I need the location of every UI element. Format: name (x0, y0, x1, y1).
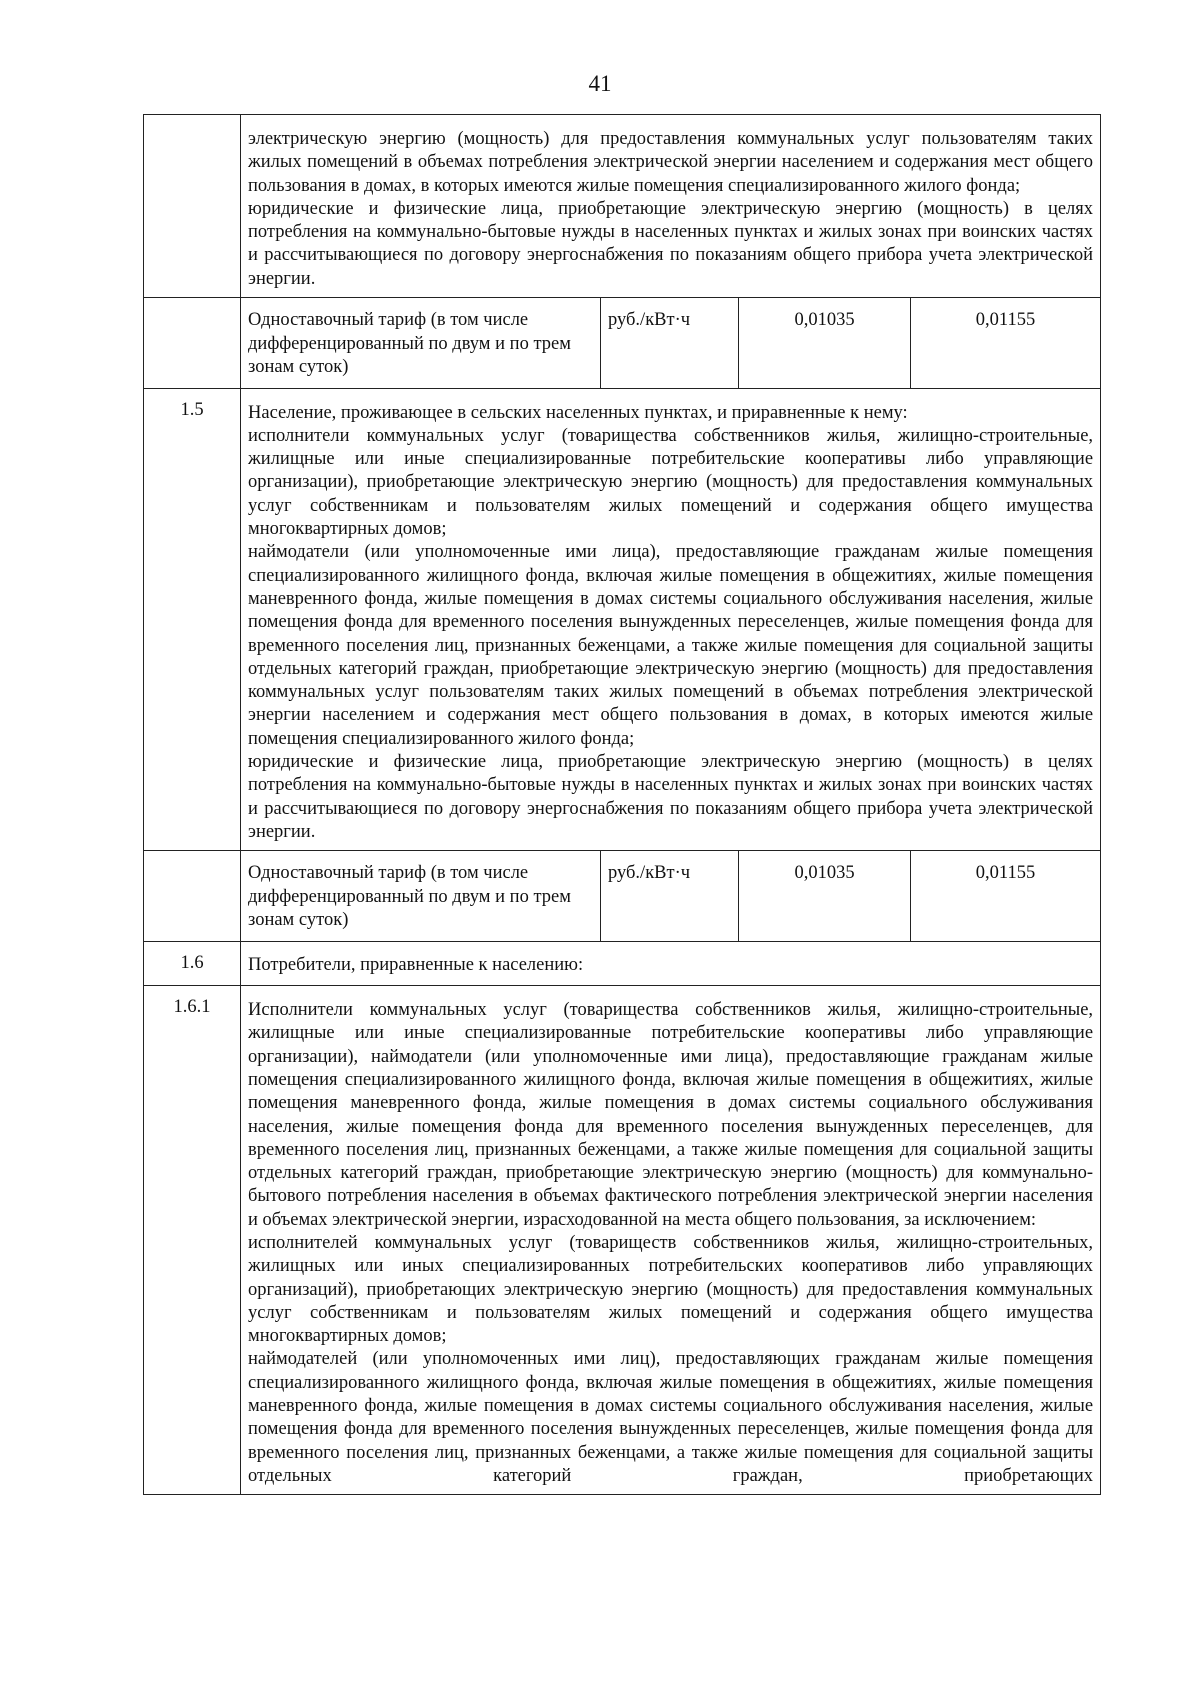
paragraph: Исполнители коммунальных услуг (товарищества собственников жилья, жилищно-строительные, жилищные или иные специализированные потребительские кооперативы либо управляющие организации), наймодатели (или уполномоченные ими лица), предоставляющие гражданам жилые помещения специализированного жилищного фонда, включая жилые помещения в общежитиях, жилые помещения маневренного фонда, жилые помещения в домах системы социального обслуживания населения, жилые помещения фонда для временного поселения вынужденных переселенцев, для временного поселения лиц, признанных беженцами, а также жилые помещения для социальной защиты отдельных категорий граждан, приобретающие электрическую энергию (мощность) для коммунально-бытового потребления населения в объемах фактического потребления электрической энергии населения и объемах электрической энергии, израсходованной на места общего пользования, за исключением: (248, 1000, 1094, 1230)
paragraph: наймодатели (или уполномоченные ими лица), предоставляющие гражданам жилые помещения специализированного жилищного фонда, включая жилые помещения в общежитиях, жилые помещения маневренного фонда, жилые помещения в домах системы социального обслуживания населения, жилые помещения фонда для временного поселения вынужденных переселенцев, жилые помещения фонда для временного поселения лиц, признанных беженцами, а также жилые помещения для социальной защиты отдельных категорий граждан, приобретающие электрическую энергию (мощность) для предоставления коммунальных услуг пользователям таких жилых помещений в объемах потребления электрической энергии населением и содержания мест общего пользования в домах, в которых имеются жилые помещения специализированного жилого фонда; (248, 542, 1094, 749)
paragraph: наймодателей (или уполномоченных ими лиц), предоставляющих гражданам жилые помещения специализированного жилищного фонда, включая жилые помещения в общежитиях, жилые помещения маневренного фонда, жилые помещения в домах системы социального обслуживания населения, жилые помещения фонда для временного поселения вынужденных переселенцев, жилые помещения фонда для временного поселения лиц, признанных беженцами, а также жилые помещения для социальной защиты отдельных категорий граждан, приобретающих (248, 1349, 1094, 1486)
paragraph: юридические и физические лица, приобретающие электрическую энергию (мощность) в целях потребления на коммунально-бытовые нужды в населенных пунктах и жилых зонах при воинских частях и рассчитывающиеся по договору энергоснабжения по показаниям общего прибора учета электрической энергии. (248, 752, 1094, 842)
paragraph: Население, проживающее в сельских населенных пунктах, и приравненные к нему: (248, 402, 908, 423)
row-number: 1.6 (144, 941, 241, 985)
tariff-row (144, 298, 1101, 389)
row-description (241, 115, 1101, 298)
tariff-name: Одноставочный тариф (в том числе дифференцированный по двум и по трем зонам суток) (241, 851, 601, 942)
table-row-1-5 (144, 388, 1101, 851)
tariff-name: Одноставочный тариф (в том числе дифференцированный по двум и по трем зонам суток) (241, 298, 601, 389)
row-description: Потребители, приравненные к населению: (241, 941, 1101, 985)
table-row-1-6-1 (144, 986, 1101, 1495)
paragraph: электрическую энергию (мощность) для предоставления коммунальных услуг пользователям таких жилых помещений в объемах потребления электрической энергии населением и содержания мест общего пользования в домах, в которых имеются жилые помещения специализированного жилого фонда; (248, 129, 1094, 196)
row-number-cell (144, 298, 241, 389)
tariff-unit: руб./кВт·ч (601, 851, 739, 942)
tariff-value-2: 0,01155 (911, 851, 1101, 942)
row-description (241, 388, 1101, 851)
table-row-1-6 (144, 941, 1101, 985)
row-number-cell (144, 851, 241, 942)
tariff-value-1: 0,01035 (739, 298, 911, 389)
page-number: 41 (588, 71, 612, 96)
tariff-table (143, 114, 1101, 1495)
row-description (241, 986, 1101, 1495)
table-row-continuation (144, 115, 1101, 298)
paragraph: исполнители коммунальных услуг (товарищества собственников жилья, жилищно-строительные, жилищные или иные специализированные потребительские кооперативы либо управляющие организации), приобретающие электрическую энергию (мощность) для предоставления коммунальных услуг собственникам и пользователям жилых помещений и содержания общего имущества многоквартирных домов; (248, 425, 1094, 540)
row-number: 1.6.1 (144, 986, 241, 1495)
paragraph: юридические и физические лица, приобретающие электрическую энергию (мощность) в целях потребления на коммунально-бытовые нужды в населенных пунктах и жилых зонах при воинских частях и рассчитывающиеся по договору энергоснабжения по показаниям общего прибора учета электрической энергии. (248, 198, 1094, 289)
row-number: 1.5 (144, 388, 241, 851)
tariff-row (144, 851, 1101, 942)
tariff-value-2: 0,01155 (911, 298, 1101, 389)
paragraph: исполнителей коммунальных услуг (товариществ собственников жилья, жилищно-строительных, жилищных или иных специализированных потребительских кооперативов либо управляющих организаций), приобретающих электрическую энергию (мощность) для предоставления коммунальных услуг собственникам и пользователям жилых помещений и содержания общего имущества многоквартирных домов; (248, 1232, 1094, 1347)
tariff-value-1: 0,01035 (739, 851, 911, 942)
tariff-unit: руб./кВт·ч (601, 298, 739, 389)
row-number-cell (144, 115, 241, 298)
